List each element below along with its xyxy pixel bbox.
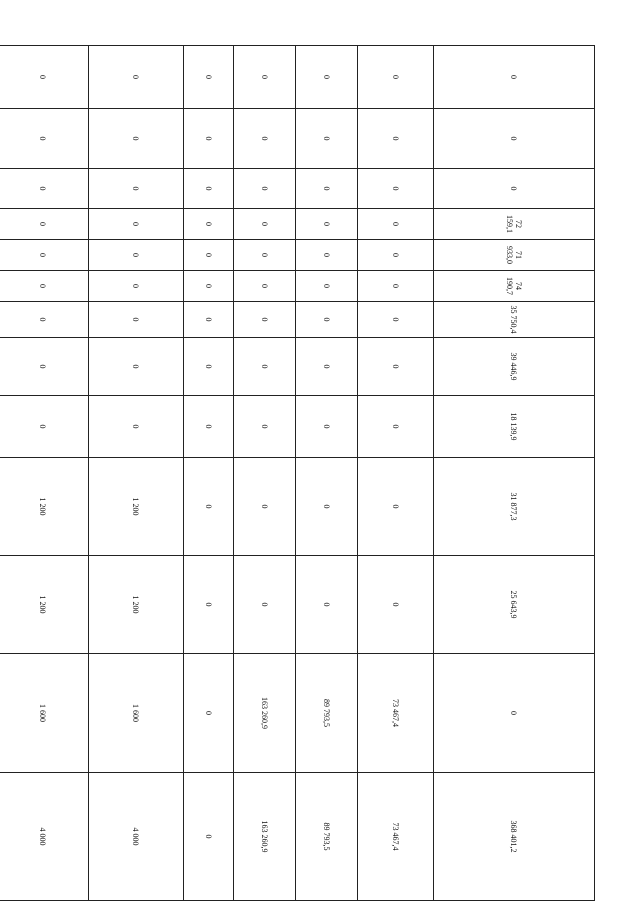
value-cell: 89 793,5 [295,654,357,773]
value-cell: 0 [183,396,233,458]
value-cell: 25 643,9 [433,556,594,654]
value-cell: 0 [433,654,594,773]
value-cell: 0 [233,46,295,109]
value-cell: 0 [183,209,233,240]
value-cell: 0 [433,46,594,109]
value-cell: 0 [183,458,233,556]
value-cell: 0 [183,109,233,169]
value-cell: 35 750,4 [433,302,594,338]
value-cell: 0 [0,396,88,458]
value-cell: 0 [295,556,357,654]
value-cell: 1 200 [88,458,183,556]
value-cell: 73 467,4 [357,654,433,773]
table-row [183,46,233,901]
table-body [0,46,595,901]
value-cell: 368 401,2 [433,773,594,901]
value-cell: 1 200 [0,458,88,556]
rotated-table-wrapper [37,45,595,900]
value-cell: 0 [0,46,88,109]
value-cell: 0 [433,109,594,169]
value-cell: 0 [88,169,183,209]
value-cell: 18 139,9 [433,396,594,458]
value-cell: 0 [0,271,88,302]
value-cell: 0 [295,271,357,302]
value-cell: 0 [295,458,357,556]
value-cell: 0 [357,302,433,338]
value-cell: 0 [183,338,233,396]
value-cell: 72 159,1 [433,209,594,240]
value-cell: 0 [88,302,183,338]
value-cell: 4 000 [88,773,183,901]
value-cell: 0 [295,169,357,209]
value-cell: 0 [357,240,433,271]
value-cell: 0 [0,169,88,209]
value-cell: 163 260,9 [233,654,295,773]
value-cell: 0 [88,209,183,240]
value-cell: 71 933,0 [433,240,594,271]
value-cell: 0 [183,240,233,271]
value-cell: 0 [88,338,183,396]
value-cell: 0 [233,169,295,209]
value-cell: 0 [0,209,88,240]
value-cell: 0 [88,396,183,458]
value-cell: 4 000 [0,773,88,901]
value-cell: 0 [295,302,357,338]
value-cell: 0 [295,396,357,458]
table-row [233,46,295,901]
value-cell: 0 [233,271,295,302]
table-row [88,46,183,901]
value-cell: 0 [183,654,233,773]
value-cell: 0 [357,338,433,396]
value-cell: 0 [88,109,183,169]
value-cell: 1 200 [0,556,88,654]
table-row [433,46,594,901]
value-cell: 0 [183,556,233,654]
value-cell: 0 [233,556,295,654]
value-cell: 0 [88,46,183,109]
value-cell: 73 467,4 [357,773,433,901]
value-cell: 0 [295,338,357,396]
value-cell: 1 600 [88,654,183,773]
value-cell: 0 [0,338,88,396]
value-cell: 0 [295,109,357,169]
value-cell: 0 [357,209,433,240]
value-cell: 0 [233,302,295,338]
value-cell: 0 [233,109,295,169]
value-cell: 0 [357,46,433,109]
value-cell: 0 [183,46,233,109]
value-cell: 0 [357,169,433,209]
value-cell: 0 [295,209,357,240]
value-cell: 0 [233,209,295,240]
value-cell: 0 [357,556,433,654]
value-cell: 0 [357,396,433,458]
value-cell: 0 [233,396,295,458]
value-cell: 0 [183,169,233,209]
value-cell: 0 [295,240,357,271]
value-cell: 0 [357,458,433,556]
value-cell: 0 [88,271,183,302]
value-cell: 89 793,5 [295,773,357,901]
value-cell: 0 [233,458,295,556]
value-cell: 0 [183,271,233,302]
value-cell: 1 600 [0,654,88,773]
value-cell: 163 260,9 [233,773,295,901]
table-row [0,46,88,901]
value-cell: 0 [433,169,594,209]
value-cell: 0 [183,773,233,901]
value-cell: 0 [233,338,295,396]
value-cell: 31 877,3 [433,458,594,556]
value-cell: 0 [88,240,183,271]
value-cell: 39 446,9 [433,338,594,396]
value-cell: 0 [295,46,357,109]
table-row [295,46,357,901]
value-cell: 1 200 [88,556,183,654]
value-cell: 0 [0,109,88,169]
value-cell: 0 [233,240,295,271]
value-cell: 74 190,7 [433,271,594,302]
value-cell: 0 [0,240,88,271]
budget-table [0,45,595,901]
value-cell: 0 [0,302,88,338]
value-cell: 0 [183,302,233,338]
value-cell: 0 [357,109,433,169]
value-cell: 0 [357,271,433,302]
table-row [357,46,433,901]
